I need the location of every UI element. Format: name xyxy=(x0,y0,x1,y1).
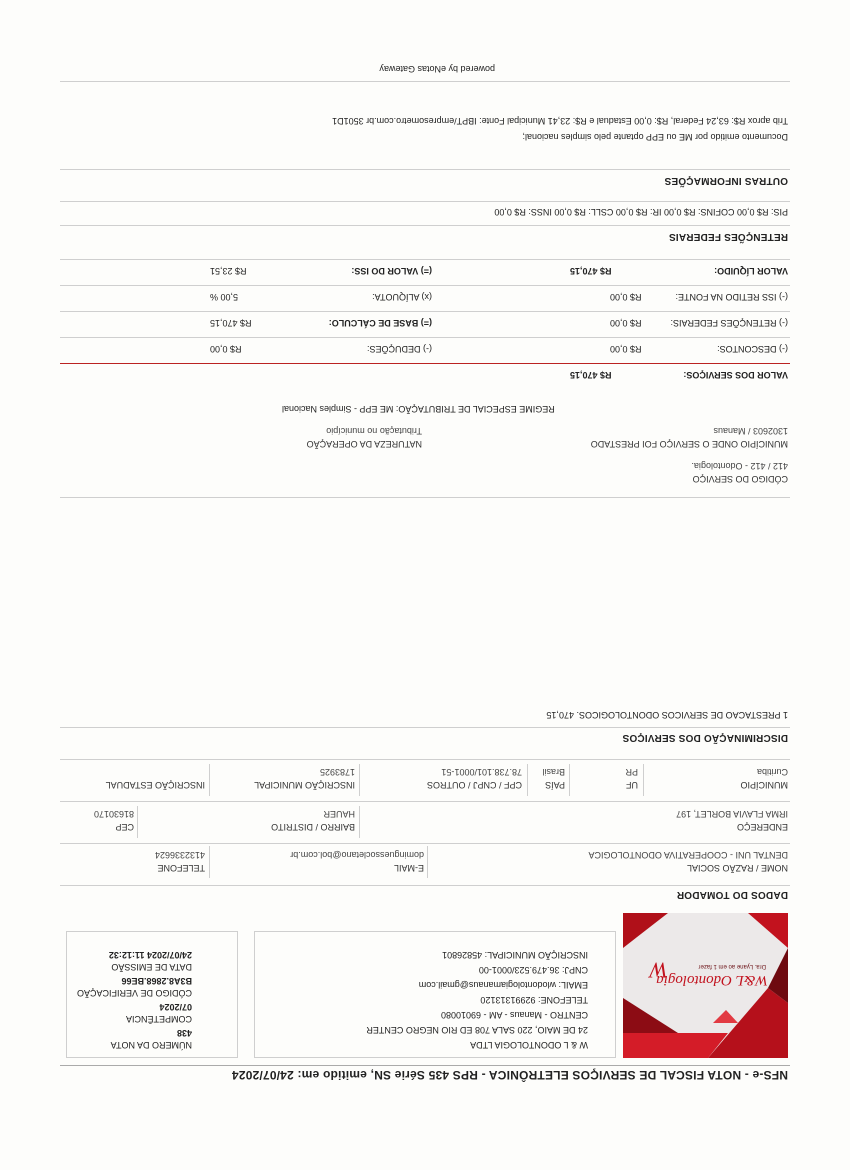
retencoes-value: R$ 0,00 xyxy=(610,318,642,328)
nota-codigo-label: CÓDIGO DE VERIFICAÇÃO xyxy=(76,988,192,998)
tomador-top-divider xyxy=(60,885,790,886)
tomador-bottom-divider xyxy=(60,759,790,760)
iss-retido-value: R$ 0,00 xyxy=(610,292,642,302)
tomador-col-divider xyxy=(527,764,528,796)
svg-text:W: W xyxy=(649,958,668,983)
tomador-pais-label: PAÍS xyxy=(545,780,565,790)
logo-tagline: Dra. Lyane ao em 1 fazer xyxy=(698,963,766,969)
nota-competencia: 07/2024 xyxy=(159,1002,192,1012)
outras-line2: Trib aprox R$: 63,24 Federal, R$: 0,00 Estadual e R$: 23,41 Municipal Fonte: IBPT/empresometro.com.br 3501D1 xyxy=(332,116,788,126)
servico-regime: REGIME ESPECIAL DE TRIBUTAÇÃO: ME EPP - Simples Nacional xyxy=(282,404,555,414)
tomador-bairro-label: BAIRRO / DISTRITO xyxy=(271,822,355,832)
liquido-value: R$ 470,15 xyxy=(570,266,612,276)
valor-iss-value: R$ 23,51 xyxy=(210,266,247,276)
nota-emissao: 24/07/2024 11:12:32 xyxy=(108,950,192,960)
servico-top-divider xyxy=(60,497,790,498)
valores-row-divider xyxy=(60,285,790,286)
tomador-col-divider xyxy=(209,764,210,796)
federais-text: PIS: R$ 0,00 COFINS: R$ 0,00 IR: R$ 0,00 CSLL: R$ 0,00 INSS: R$ 0,00 xyxy=(494,207,788,217)
tomador-municipio-label: MUNICÍPIO xyxy=(740,780,788,790)
tomador-telefone: 4132336624 xyxy=(154,850,205,860)
federais-divider xyxy=(60,225,790,226)
prestador-name: W & L ODONTOLOGIA LTDA xyxy=(470,1040,588,1050)
document-title: NFS-e - NOTA FISCAL DE SERVIÇOS ELETRÔNICA - RPS 435 Série SN, emitido em: 24/07/2024 xyxy=(231,1068,788,1082)
prestador-district: CENTRO - Manaus - AM - 69010080 xyxy=(440,1010,588,1020)
tomador-endereco: IRMA FLAVIA BORLET, 197 xyxy=(676,809,788,819)
tomador-cpf: 78.738.101/0001-51 xyxy=(441,767,522,777)
prestador-phone: TELEFONE: 9299131312​0 xyxy=(480,995,588,1005)
deducoes-value: R$ 0,00 xyxy=(210,344,242,354)
footer-divider xyxy=(60,81,790,82)
tomador-section-title: DADOS DO TOMADOR xyxy=(676,889,788,900)
tomador-email: domingues​soclet​ano@bol.com.br xyxy=(290,850,424,860)
federais-bottom-divider xyxy=(60,201,790,202)
tomador-col-divider xyxy=(427,846,428,878)
tomador-col-divider xyxy=(569,764,570,796)
tomador-im: 1783925 xyxy=(319,767,355,777)
tomador-col-divider xyxy=(359,764,360,796)
company-logo xyxy=(623,913,788,1058)
valores-red-divider xyxy=(60,363,790,364)
servico-natureza: Tributação no município xyxy=(326,426,422,436)
prestador-im: INSCRIÇÃO MUNICIPAL: 45826801 xyxy=(442,950,588,960)
outras-title: OUTRAS INFORMAÇÕES xyxy=(664,175,788,186)
tomador-col-divider xyxy=(643,764,644,796)
prestador-cnpj: CNPJ: 36.479.523/0001-00 xyxy=(478,965,588,975)
tomador-col-divider xyxy=(359,806,360,838)
tomador-col-divider xyxy=(209,846,210,878)
valores-row-divider xyxy=(60,337,790,338)
valores-bottom-divider xyxy=(60,259,790,260)
tomador-cep-label: CEP xyxy=(115,822,134,832)
nota-codigo: B3A8.2868.BE66 xyxy=(121,976,192,986)
servico-municipio-label: MUNICÍPIO ONDE O SERVIÇO FOI PRESTADO xyxy=(590,439,788,449)
base-value: R$ 470,15 xyxy=(210,318,252,328)
outras-line1: Documento emitido por ME ou EPP optante pelo simples nacional; xyxy=(522,132,788,142)
servico-codigo-label: CÓDIGO DO SERVIÇO xyxy=(692,474,788,484)
servico-municipio: 1302603 / Manaus xyxy=(713,426,788,436)
tomador-cep: 81630170 xyxy=(93,809,134,819)
discriminacao-text: 1 PRESTACAO DE SERVICOS ODONTOLOGICOS. 470,15 xyxy=(546,710,788,720)
tomador-row-divider xyxy=(60,801,790,802)
tomador-ie-label: INSCRIÇÃO ESTADUAL xyxy=(105,780,205,790)
tomador-row-divider xyxy=(60,843,790,844)
tomador-telefone-label: TELEFONE xyxy=(157,863,205,873)
prestador-address: 24 DE MAIO, 220 SALA 708 ED RIO NEGRO CENTER xyxy=(366,1025,588,1035)
valor-servicos-label: VALOR DOS SERVIÇOS: xyxy=(683,370,788,380)
valor-servicos: R$ 470,15 xyxy=(570,370,612,380)
tomador-endereco-label: ENDEREÇO xyxy=(736,822,788,832)
discriminacao-title: DISCRIMINAÇÃO DOS SERVIÇOS xyxy=(622,732,788,743)
tomador-email-label: E-MAIL xyxy=(393,863,424,873)
descontos-value: R$ 0,00 xyxy=(610,344,642,354)
aliquota-label: (x) ALÍQUOTA: xyxy=(372,292,432,302)
valores-row-divider xyxy=(60,311,790,312)
federais-title: RETENÇÕES FEDERAIS xyxy=(668,231,788,242)
nota-competencia-label: COMPETÊNCIA xyxy=(125,1014,192,1024)
nota-numero-label: NÚMERO DA NOTA xyxy=(110,1040,192,1050)
title-divider xyxy=(60,1065,790,1066)
discriminacao-divider xyxy=(60,727,790,728)
base-label: (=) BASE DE CÁLCULO: xyxy=(328,318,432,328)
deducoes-label: (-) DEDUÇÕES: xyxy=(367,344,432,354)
tomador-col-divider xyxy=(137,806,138,838)
aliquota-value: 5,00 % xyxy=(210,292,239,302)
retencoes-label: (-) RETENÇÕES FEDERAIS: xyxy=(670,318,788,328)
valor-iss-label: (=) VALOR DO ISS: xyxy=(351,266,432,276)
liquido-label: VALOR LÍQUIDO: xyxy=(714,266,788,276)
tomador-pais: Brasil xyxy=(542,767,565,777)
tomador-uf-label: UF xyxy=(626,780,638,790)
tomador-municipio: Curitiba xyxy=(756,767,788,777)
tomador-im-label: INSCRIÇÃO MUNICIPAL xyxy=(254,780,355,790)
descontos-label: (-) DESCONTOS: xyxy=(717,344,788,354)
iss-retido-label: (-) ISS RETIDO NA FONTE: xyxy=(675,292,788,302)
tomador-nome: DENTAL UNI - COOPERATIVA ODONTOLOGICA xyxy=(588,850,788,860)
prestador-email: EMAIL: wlodontologiamanaus@gmail.com xyxy=(418,980,588,990)
servico-natureza-label: NATUREZA DA OPERAÇÃO xyxy=(306,439,422,449)
logo-brand: W&L Odontologia xyxy=(656,972,768,988)
nota-emissao-label: DATA DE EMISSÃO xyxy=(111,962,192,972)
tomador-uf: PR xyxy=(625,767,638,777)
tomador-bairro: HAUER xyxy=(323,809,355,819)
outras-divider xyxy=(60,169,790,170)
powered-by: powered by eNotas Gateway xyxy=(379,64,495,74)
nota-numero: 438 xyxy=(176,1028,192,1038)
tomador-cpf-label: CPF / CNPJ / OUTROS xyxy=(426,780,522,790)
tomador-nome-label: NOME / RAZÃO SOCIAL xyxy=(686,863,788,873)
servico-codigo: 412 / 412 - Odontologia. xyxy=(691,461,788,471)
